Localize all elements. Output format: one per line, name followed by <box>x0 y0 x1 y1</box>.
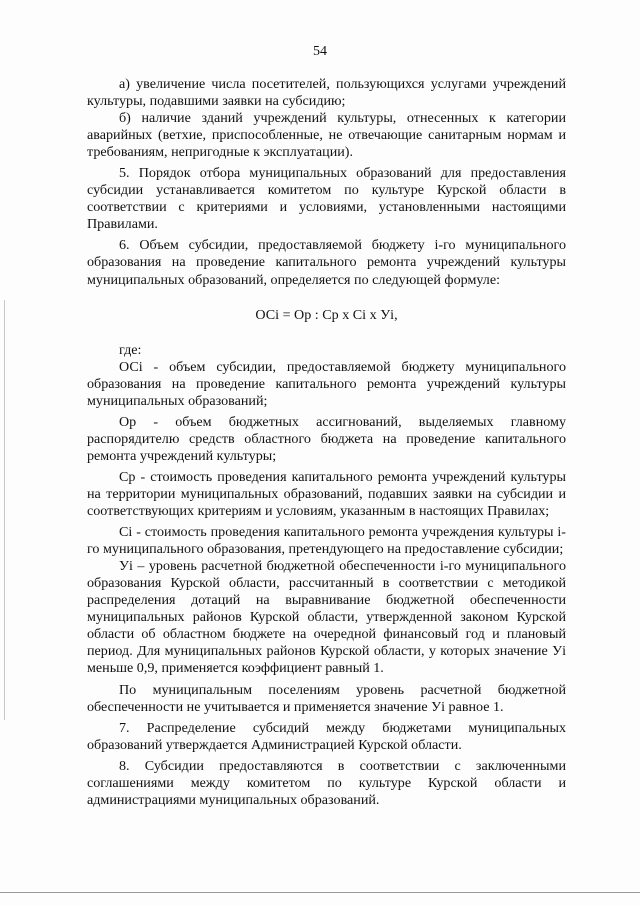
definition-cp: Ср - стоимость проведения капитального ремонта учреждений культуры на территории муниципальных образований, подавших заявки на субсидии и соответствующих критериям и условиям, указанным в настоящих Правилах; <box>87 468 566 520</box>
where-label: где: <box>119 341 142 358</box>
page-number: 54 <box>313 44 327 59</box>
subsidy-formula: ОСi = Ор : Ср х Сi х Уi, <box>255 306 398 323</box>
definition-yi: Уi – уровень расчетной бюджетной обеспеченности i-го муниципального образования Курской области, рассчитанный в соответствии с методикой распределения дотаций на выравнивание бюджетной обеспеченности муниципальных районов Курской области, утвержденной законом Курской области об областном бюджете на очередной финансовый год и плановый период. Для муниципальных районов Курской области, у которых значение Уi меньше 0,9, применяется коэффициент равный 1. <box>87 558 566 677</box>
paragraph-6: 6. Объем субсидии, предоставляемой бюджету i-го муниципального образования на проведение капитального ремонта учреждений культуры муниципальных образований, определяется по следующей формуле: <box>87 237 566 288</box>
definition-osi: ОСi - объем субсидии, предоставляемой бюджету муниципального образования на проведение капитального ремонта учреждений культуры муниципальных образований; <box>87 358 566 409</box>
paragraph-settlements: По муниципальным поселениям уровень расчетной бюджетной обеспеченности не учитывается и применяется значение Уi равное 1. <box>87 681 566 715</box>
scan-edge-line <box>4 300 5 720</box>
definition-op: Ор - объем бюджетных ассигнований, выделяемых главному распорядителю средств областного бюджета на проведение капитального ремонта учреждений культуры; <box>87 413 566 464</box>
paragraph-a: а) увеличение числа посетителей, пользующихся услугами учреждений культуры, подавшими заявки на субсидию; <box>87 76 566 110</box>
definition-ci: Сi - стоимость проведения капитального ремонта учреждения культуры i-го муниципального образования, претендующего на предоставление субсидии; <box>87 524 566 558</box>
paragraph-5: 5. Порядок отбора муниципальных образований для предоставления субсидии устанавливается комитетом по культуре Курской области в соответствии с критериями и условиями, установленными настоящими Правилами. <box>87 165 566 233</box>
paragraph-b: б) наличие зданий учреждений культуры, отнесенных к категории аварийных (ветхие, приспособленные, не отвечающие санитарным нормам и требованиям, непригодные к эксплуатации). <box>87 110 566 161</box>
paragraph-7: 7. Распределение субсидий между бюджетами муниципальных образований утверждается Администрацией Курской области. <box>87 719 566 753</box>
paragraph-8: 8. Субсидии предоставляются в соответствии с заключенными соглашениями между комитетом по культуре Курской области и администрациями муниципальных образований. <box>87 757 566 808</box>
body-text <box>87 76 566 809</box>
scan-bottom-edge <box>0 892 640 893</box>
